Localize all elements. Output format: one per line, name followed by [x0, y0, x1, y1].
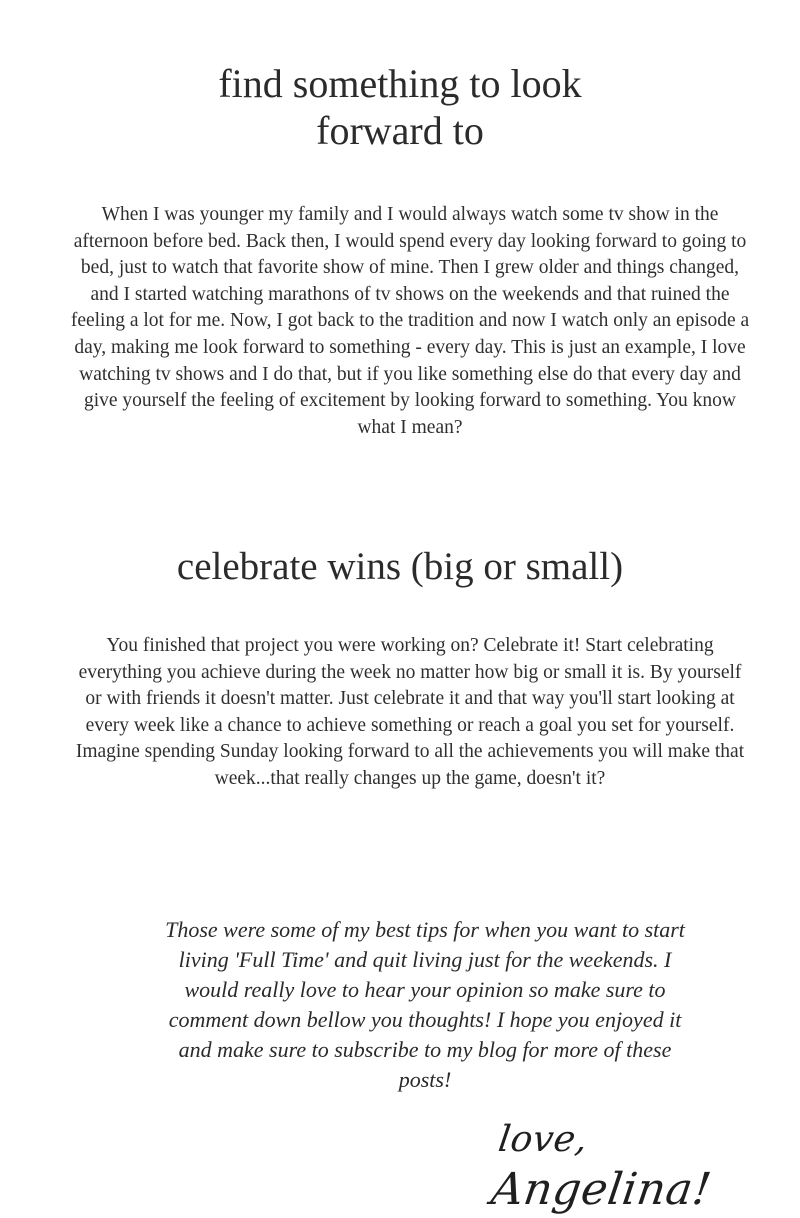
signature-name: Angelina! [488, 1164, 715, 1215]
section-heading-celebrate-wins: celebrate wins (big or small) [176, 545, 624, 588]
section-body-celebrate-wins: You finished that project you were working on? Celebrate it! Start celebrating everything you achieve during the week no matter how big or small it is. By yourself or with friends it doesn't matter. Just celebrate it and that way you'll start looking at every week like a chance to achieve something or reach a goal you set for yourself. Imagine spending Sunday looking forward to all the achievements you will make that week...that really changes up the game, doesn't it? [75, 635, 745, 789]
closing-note: Those were some of my best tips for when you want to start living 'Full Time' and quit living just for the weekends. I would really love to hear your opinion so make sure to comment down bellow you thoughts! I hope you enjoyed it and make sure to subscribe to my blog for more of these posts! [165, 917, 685, 1092]
signature [488, 1115, 762, 1218]
signature-prefix: love, [495, 1119, 591, 1160]
section-body-look-forward: When I was younger my family and I would always watch some tv show in the afternoon before bed. Back then, I would spend every day looking forward to going to bed, just to watch that favorite show of mine. Then I grew older and things changed, and I started watching marathons of tv shows on the weekends and that ruined the feeling a lot for me. Now, I got back to the tradition and now I watch only an episode a day, making me look forward to something - every day. This is just an example, I love watching tv shows and I do that, but if you like something else do that every day and give yourself the feeling of excitement by looking forward to something. You know what I mean? [70, 204, 750, 438]
section-heading-look-forward: find something to look forward to [218, 61, 582, 153]
